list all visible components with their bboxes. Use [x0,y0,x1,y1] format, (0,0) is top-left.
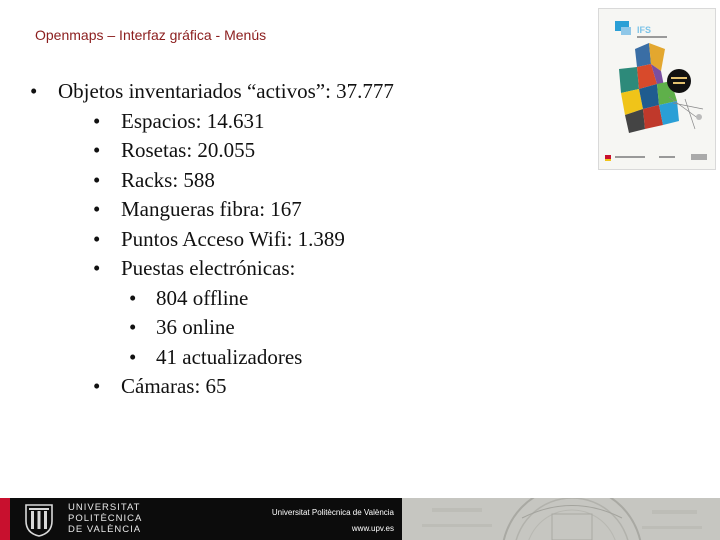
list-item-text: Rosetas: 20.055 [121,138,256,162]
university-seal-watermark [402,498,720,540]
logo-line: UNIVERSITAT [68,502,141,513]
cover-brand-text: IFS [637,25,652,35]
list-item-text: Cámaras: 65 [121,374,227,398]
list-item [129,313,394,343]
logo-line: POLITÈCNICA [68,513,143,524]
inventory-breakdown-list [58,107,394,402]
footer-institution-name: Universitat Politècnica de València [271,508,394,517]
list-item-text: Espacios: 14.631 [121,108,265,133]
upv-logo-text [68,502,142,535]
list-item [93,107,394,137]
logo-line: DE VALÈNCIA [68,524,142,535]
list-item-text: Puestas electrónicas: [121,256,296,280]
footer-accent-stripe [0,498,10,540]
list-item [93,195,394,225]
list-item [93,166,394,196]
list-item-text: 41 actualizadores [156,344,303,369]
footer-institution-block [272,505,394,537]
main-bullet-list [30,77,394,402]
list-item [93,372,394,402]
list-item [93,254,394,372]
footer-bar [0,498,720,540]
list-item-text: 804 offline [156,285,249,310]
list-item-text: Mangueras fibra: 167 [121,197,302,221]
list-item [93,225,394,255]
footer-panel [10,498,402,540]
cover-thumbnail [598,8,716,170]
list-item [93,136,394,166]
list-item-text: 36 online [156,315,235,339]
footer-website-link[interactable]: www.upv.es [351,524,394,533]
doors-status-list [121,284,394,373]
list-item [129,284,394,314]
list-item-text: Objetos inventariados “activos”: 37.777 [58,79,394,103]
list-item [30,77,394,402]
cover-artwork [599,9,715,169]
slide-title: Openmaps – Interfaz gráfica - Menús [35,27,267,43]
list-item-text: Racks: 588 [121,167,215,192]
upv-logo-icon [22,503,56,537]
list-item-text: Puntos Acceso Wifi: 1.389 [121,226,345,251]
list-item [129,343,394,373]
